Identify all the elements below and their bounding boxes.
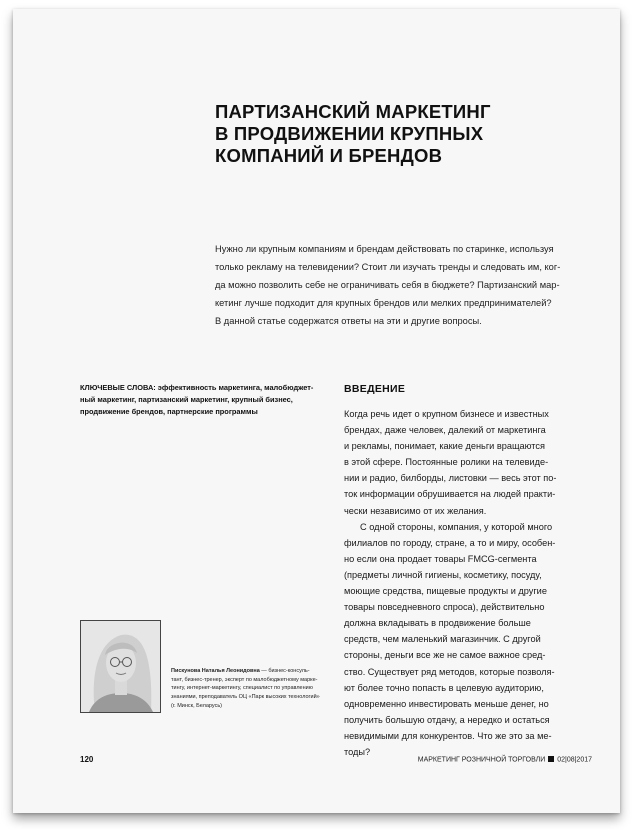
body-line: нии и радио, билборды, листовки — весь этот по- [344,473,557,484]
keywords-line: ный маркетинг, партизанский маркетинг, крупный бизнес, [80,395,293,404]
title-line: В ПРОДВИЖЕНИИ КРУПНЫХ [215,123,484,144]
body-line: в этой сфере. Постоянные ролики на телевиде- [344,457,549,468]
bio-line: знаниями, преподаватель ОЦ «Парк высоких технологий» [171,694,320,701]
article-title [215,101,535,167]
bio-line: тингу, интернет-маркетингу, специалист по управлению [171,685,313,692]
body-line: невидимыми для конкурентов. Что же это за ме- [344,730,552,741]
journal-footer [418,756,592,764]
journal-name: МАРКЕТИНГ РОЗНИЧНОЙ ТОРГОВЛИ [417,756,546,764]
body-line: и рекламы, понимает, какие деньги вращаются [344,441,545,452]
issue-date: 02|08|2017 [557,756,592,764]
bio-line [171,667,336,676]
lead-line: кетинг лучше подходит для крупных брендов или мелких предпринимателей? [215,298,552,308]
keywords-line: продвижение брендов, партнерские программы [80,407,258,416]
keywords-block [80,382,325,418]
body-line: но если она продает товары FMCG-сегмента [344,553,537,564]
author-bio [171,667,336,711]
body-line: С одной стороны, компания, у которой много [360,521,553,532]
title-line: ПАРТИЗАНСКИЙ МАРКЕТИНГ [215,101,491,122]
body-line: чески независимо от их желания. [344,505,487,516]
body-line: должна вкладывать в продвижение больше [344,618,531,629]
lead-line: только рекламу на телевидении? Стоит ли изучать тренды и следовать им, ког- [215,262,561,272]
lead-line: В данной статье содержатся ответы на эти и другие вопросы. [215,316,482,326]
body-line: Когда речь идет о крупном бизнесе и известных [344,409,549,419]
author-photo [80,620,161,713]
lead-line: да можно позволить себе не ограничивать себя в бюджете? Партизанский мар- [215,280,560,290]
body-line: тоды? [344,746,371,757]
body-line: средств, чем маленький магазинчик. С другой [344,634,541,645]
body-line: ток информации обрушивается на людей практи- [344,489,556,500]
body-line: (предметы личной гигиены, косметику, посуду, [344,569,542,580]
section-body [344,406,594,760]
body-line: ют более точно попасть в целевую аудиторию, [344,682,544,693]
bio-line: (г. Минск, Беларусь) [171,702,223,709]
body-line: товары повседневного спроса), действительно [344,602,545,613]
body-line: филиалов по городу, стране, а то и миру, особен- [344,537,556,548]
body-line: ство. Существует ряд методов, которые позволя- [344,666,555,677]
body-line: стороны, деньги все же не самое важное сред- [344,650,546,661]
magazine-page [13,9,620,813]
page-number: 120 [80,755,94,764]
section-heading: ВВЕДЕНИЕ [344,383,406,395]
square-separator-icon [548,756,554,762]
lead-line: Нужно ли крупным компаниям и брендам действовать по старинке, используя [215,244,554,254]
body-line: брендах, даже человек, далекий от маркетинга [344,425,546,436]
author-portrait-image [81,621,160,712]
body-line: моющие средства, пищевые продукты и другие [344,586,547,597]
keywords-line: КЛЮЧЕВЫЕ СЛОВА: эффективность маркетинга, малобюджет- [80,383,314,392]
body-line: одновременно инвестировать меньше денег, но [344,698,549,709]
bio-line: тант, бизнес-тренер, эксперт по малобюджетному марке- [171,676,318,683]
article-lead [215,240,593,330]
author-name: Пискунова Наталья Леонидовна [171,668,260,674]
body-line: получить большую отдачу, а нередко и остаться [344,714,550,725]
bio-text: — бизнес-консуль- [259,668,310,674]
title-line: КОМПАНИЙ И БРЕНДОВ [215,145,443,166]
